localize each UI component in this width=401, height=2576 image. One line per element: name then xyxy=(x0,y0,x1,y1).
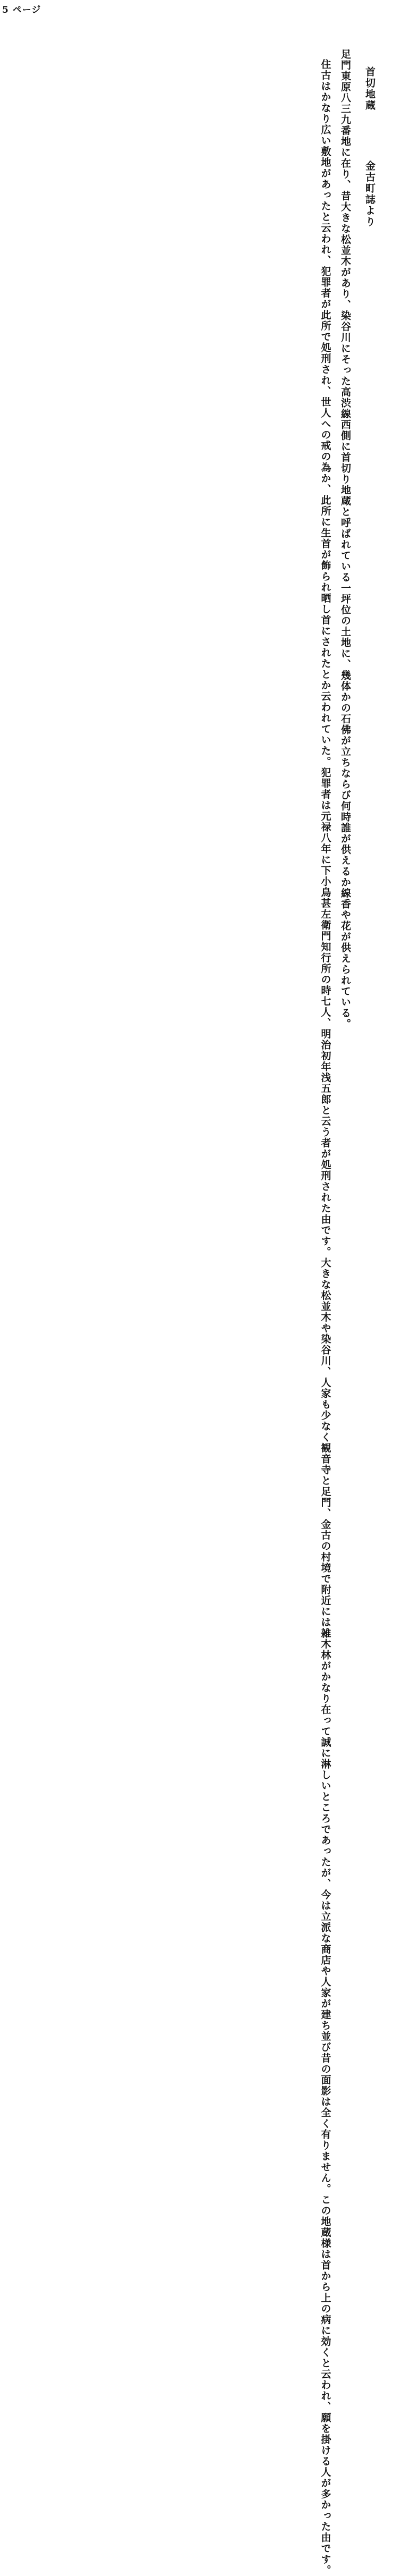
paragraph-2: 住古はかなり広い敷地があったと云われ、犯罪者が此所で処刑され、世人への戒の為か、此所に生首が飾られ晒し首にされたとか云われていた。犯罪者は元禄八年に下小鳥甚左衛門知行所の時七人、明治初年浅五郎と云う者が処刑された由です。大きな松並木や染谷川、人家も少なく観音寺と足門、金古の村境で附近には雑木林がかなり在って誠に淋しいところであったが、今は立派な商店や人家が建ち並び昔の面影は全く有りません。この地蔵様は首から上の病に効くと云われ、願を掛ける人が多かった由です。 xyxy=(319,59,331,2576)
article-body xyxy=(47,49,355,2576)
article-title: 首切地蔵 xyxy=(364,66,376,111)
paragraph-1: 足門東原八三九番地に在り、昔大きな松並木があり、染谷川にそった高渋線西側に首切り地蔵と呼ばれている一坪位の土地に、幾体かの石佛が立ちならび何時誰が供えるか線香や花が供えられている。 xyxy=(339,49,351,1029)
article-source: 金古町誌より xyxy=(364,161,376,227)
page-number: 5 ページ xyxy=(2,5,41,15)
